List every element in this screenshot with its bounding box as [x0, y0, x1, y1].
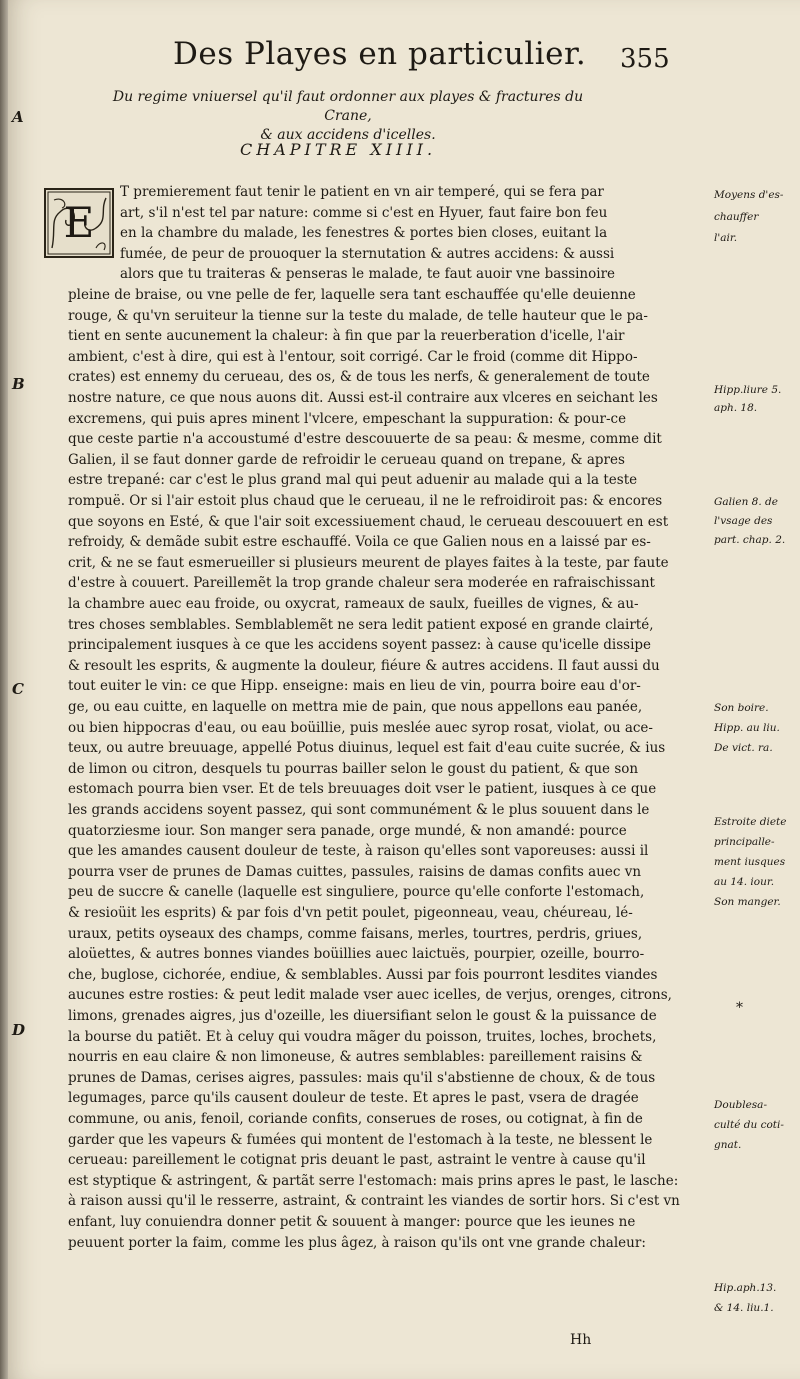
text-line: à raison aussi qu'il le resserre, astraint, & contraint les viandes de sortir hors. Si c'est vn — [68, 1193, 680, 1210]
text-line: estre trepané: car c'est le plus grand mal qui peut aduenir au malade qui a la teste — [68, 472, 638, 489]
text-line: ge, ou eau cuitte, en laquelle on mettra mie de pain, que nous appellons eau panée, — [68, 699, 643, 715]
text-line: les grands accidens soyent passez, qui sont communément & le plus souuent dans le — [68, 802, 650, 818]
text-line: crates) est ennemy du cerueau, des os, & de tous les nerfs, & generalement de toute — [68, 369, 650, 386]
text-line: quatorziesme iour. Son manger sera panade, orge mundé, & non amandé: pource — [68, 822, 627, 839]
chapter-number: CHAPITRE XIIII. — [240, 140, 437, 159]
margin-note: Hipp.liure 5. — [714, 384, 782, 396]
text-line: crit, & ne se faut esmerueiller si plusieurs meurent de playes faites à la teste, par faute — [68, 554, 669, 571]
text-line: tres choses semblables. Semblablemẽt ne sera ledit patient exposé en grande clairté, — [68, 616, 654, 633]
margin-note: principalle- — [714, 836, 775, 848]
text-line: & resoult les esprits, & augmente la douleur, fiéure & autres accidens. Il faut aussi du — [68, 657, 660, 674]
text-line: la bourse du patiẽt. Et à celuy qui voudra mãger du poisson, truites, loches, brochets, — [68, 1028, 657, 1045]
margin-note: * — [736, 1000, 743, 1016]
text-line: peu de succre & canelle (laquelle est singuliere, pource qu'elle conforte l'estomach, — [68, 884, 645, 901]
book-page — [8, 0, 800, 1379]
decorated-initial-e — [44, 188, 114, 258]
margin-note: Hipp. au liu. — [714, 722, 780, 734]
margin-note: l'vsage des — [714, 515, 773, 527]
text-line: aloüettes, & autres bonnes viandes boüillies auec laictuës, pourpier, ozeille, bourro- — [68, 946, 645, 963]
text-line: ou bien hippocras d'eau, ou eau boüillie, puis meslée auec syrop rosat, violat, ou ace- — [68, 719, 653, 736]
text-line: pleine de braise, ou vne pelle de fer, laquelle sera tant eschauffée qu'elle deuienne — [68, 287, 636, 303]
section-marker-d: D — [12, 1021, 26, 1039]
text-line: Galien, il se faut donner garde de refroidir le cerueau quand on trepane, & apres — [68, 451, 625, 468]
margin-note: Estroite diete — [714, 816, 787, 828]
binding-gutter — [0, 0, 8, 1379]
text-line: garder que les vapeurs & fumées qui montent de l'estomach à la teste, ne blessent le — [68, 1131, 653, 1148]
text-line: ambient, c'est à dire, qui est à l'entour, soit corrigé. Car le froid (comme dit Hippo- — [68, 348, 638, 365]
text-line: refroidy, & demãde subit estre eschauffé. Voila ce que Galien nous en a laissé par es- — [68, 534, 651, 551]
text-line: rouge, & qu'vn seruiteur la tienne sur la teste du malade, de telle hauteur que le pa- — [68, 307, 648, 324]
text-line: che, buglose, cichorée, endiue, & semblables. Aussi par fois pourront lesdites viandes — [68, 966, 658, 983]
text-line: est styptique & astringent, & partãt serre l'estomach: mais prins apres le past, le lasche: — [68, 1172, 679, 1189]
text-line: enfant, luy conuiendra donner petit & souuent à manger: pource que les ieunes ne — [68, 1214, 636, 1230]
text-line: en la chambre du malade, les fenestres & portes bien closes, euitant la — [120, 225, 608, 242]
page-number: 355 — [620, 44, 670, 74]
text-line: rompuë. Or si l'air estoit plus chaud que le cerueau, il ne le refroidiroit pas: & encores — [68, 493, 663, 509]
text-line: uraux, petits oyseaux des champs, comme faisans, merles, tourtres, perdris, griues, — [68, 925, 643, 942]
margin-note: & 14. liu.1. — [714, 1302, 774, 1314]
chapter-title-line: Du regime vniuersel qu'il faut ordonner aux playes & fractures du Crane, — [112, 89, 584, 124]
margin-note: Son manger. — [714, 896, 781, 908]
margin-note: au 14. iour. — [714, 876, 775, 888]
text-line: aucunes estre rosties: & peut ledit malade vser auec icelles, de verjus, orenges, citrons, — [68, 987, 672, 1004]
margin-note: Galien 8. de — [714, 496, 778, 508]
margin-note: Son boire. — [714, 702, 769, 714]
margin-note: l'air. — [714, 232, 738, 244]
text-line: la chambre auec eau froide, ou oxycrat, rameaux de saulx, fueilles de vignes, & au- — [68, 596, 639, 612]
signature-mark: Hh — [570, 1332, 592, 1348]
running-title: Des Playes en particulier. — [173, 36, 587, 72]
chapter-title-line: & aux accidens d'icelles. — [260, 127, 436, 143]
text-line: que ceste partie n'a accoustumé d'estre descouuerte de sa peau: & mesme, comme dit — [68, 431, 662, 448]
text-line: commune, ou anis, fenoil, coriande confits, conserues de roses, ou cotignat, à fin de — [68, 1111, 643, 1127]
text-line: nourris en eau claire & non limoneuse, & autres semblables: pareillement raisins & — [68, 1049, 643, 1066]
margin-note: part. chap. 2. — [714, 534, 786, 546]
text-line: tout euiter le vin: ce que Hipp. enseigne: mais en lieu de vin, pourra boire eau d'or- — [68, 678, 641, 695]
margin-note: Hip.aph.13. — [714, 1282, 777, 1294]
text-line: pourra vser de prunes de Damas cuittes, passules, raisins de damas confits auec vn — [68, 863, 642, 880]
chapter-title — [108, 88, 588, 145]
text-line: prunes de Damas, cerises aigres, passules: mais qu'il s'abstienne de choux, & de tous — [68, 1069, 656, 1086]
margin-note: gnat. — [714, 1139, 742, 1151]
section-marker-c: C — [12, 680, 24, 698]
text-line: fumée, de peur de prouoquer la sternutation & autres accidens: & aussi — [120, 245, 615, 262]
margin-note: Moyens d'es- — [714, 189, 784, 201]
text-line: & resioüit les esprits) & par fois d'vn petit poulet, pigeonneau, veau, chéureau, lé- — [68, 905, 633, 921]
margin-note: aph. 18. — [714, 402, 758, 414]
margin-note: Doublesa- — [714, 1099, 767, 1111]
margin-note: De vict. ra. — [714, 742, 773, 754]
text-line: teux, ou autre breuuage, appellé Potus diuinus, lequel est fait d'eau cuite sucrée, & ius — [68, 740, 666, 757]
text-line: estomach pourra bien vser. Et de tels breuuages doit vser le patient, iusques à ce que — [68, 781, 657, 798]
text-line: nostre nature, ce que nous auons dit. Aussi est-il contraire aux vlceres en seichant les — [68, 390, 658, 406]
text-line: legumages, parce qu'ils causent douleur de teste. Et apres le past, vsera de dragée — [68, 1090, 639, 1107]
margin-note: ment iusques — [714, 856, 786, 868]
text-line: limons, grenades aigres, jus d'ozeille, les diuersifiant selon le goust & la puissance de — [68, 1008, 657, 1024]
ornament-icon — [46, 190, 112, 256]
text-line: tient en sente aucunement la chaleur: à fin que par la reuerberation d'icelle, l'air — [68, 328, 625, 345]
text-line: cerueau: pareillement le cotignat pris deuant le past, astraint le ventre à cause qu'il — [68, 1152, 646, 1169]
text-line: alors que tu traiteras & penseras le malade, te faut auoir vne bassinoire — [120, 266, 616, 283]
text-line: que soyons en Esté, & que l'air soit excessiuement chaud, le cerueau descouuert en est — [68, 513, 669, 530]
text-line: que les amandes causent douleur de teste, à raison qu'elles sont vaporeuses: aussi il — [68, 843, 649, 860]
text-line: T premierement faut tenir le patient en vn air temperé, qui se fera par — [120, 184, 604, 200]
svg-text:E: E — [63, 198, 95, 247]
margin-note: chauffer — [714, 211, 759, 223]
text-line: principalement iusques à ce que les accidens soyent passez: à cause qu'icelle dissipe — [68, 637, 652, 654]
text-line: de limon ou citron, desquels tu pourras bailler selon le goust du patient, & que son — [68, 760, 639, 777]
section-marker-a: A — [12, 108, 24, 126]
text-line: peuuent porter la faim, comme les plus âgez, à raison qu'ils ont vne grande chaleur: — [68, 1234, 646, 1251]
text-line: excremens, qui puis apres minent l'vlcere, empeschant la suppuration: & pour-ce — [68, 410, 627, 427]
text-line: art, s'il n'est tel par nature: comme si c'est en Hyuer, faut faire bon feu — [120, 204, 608, 221]
text-line: d'estre à couuert. Pareillemẽt la trop grande chaleur sera moderée en rafraischissant — [68, 575, 655, 592]
section-marker-b: B — [12, 375, 25, 393]
margin-note: culté du coti- — [714, 1119, 784, 1131]
